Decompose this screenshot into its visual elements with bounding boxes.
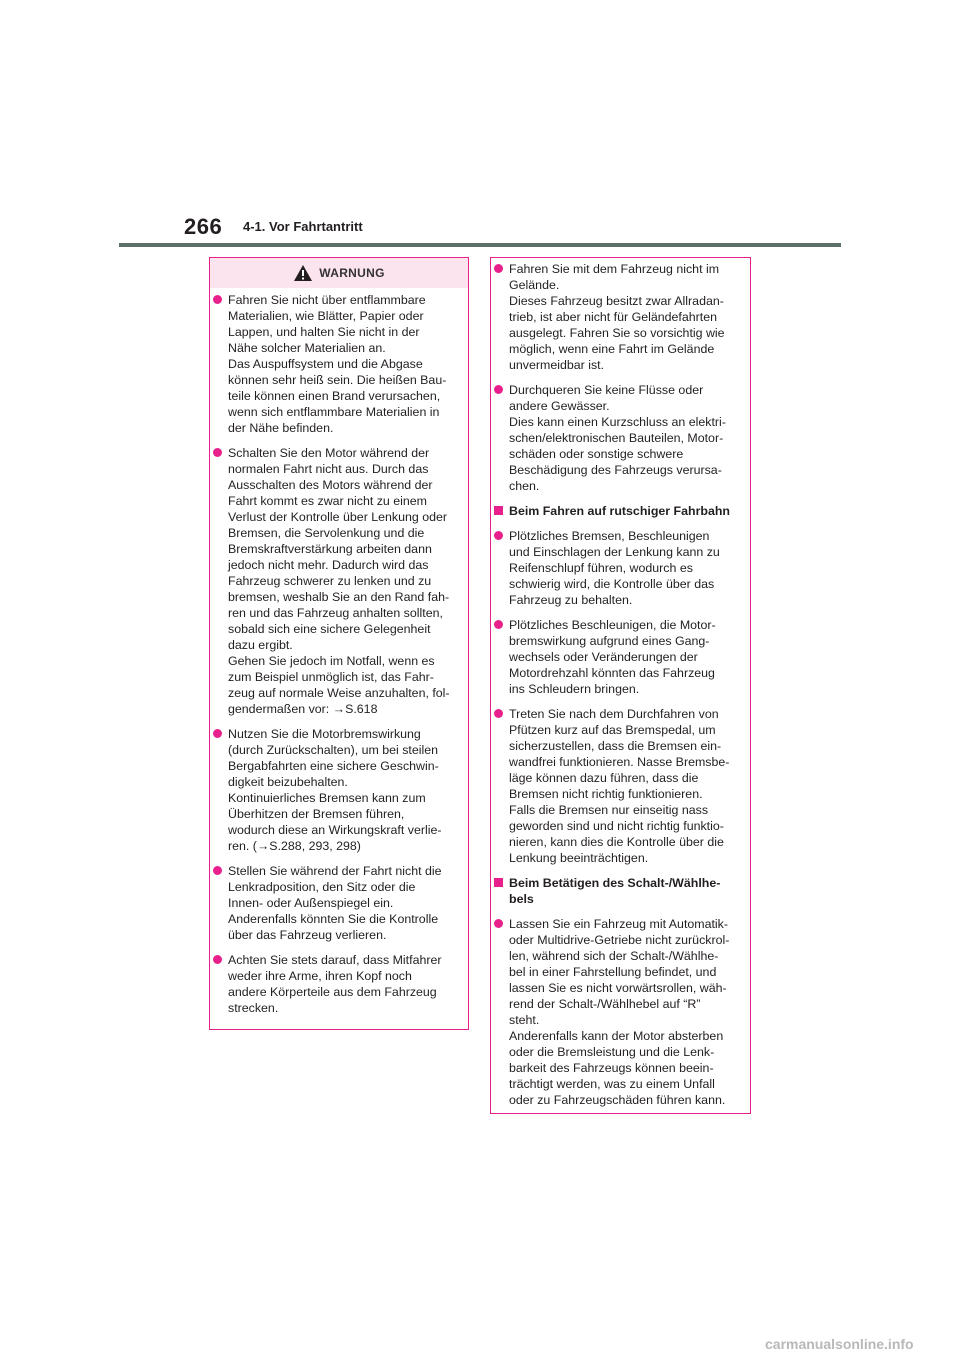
list-item-text: Achten Sie stets darauf, dass Mitfahrer weder ihre Arme, ihren Kopf noch andere Körperteile aus dem Fahrzeug strecken. <box>228 953 442 1015</box>
list-item <box>213 952 459 1016</box>
list-item <box>213 863 459 943</box>
warning-header <box>210 258 468 288</box>
subheading-text: Beim Fahren auf rutschiger Fahrbahn <box>509 504 731 518</box>
bullet-icon <box>494 919 503 928</box>
list-item <box>494 261 741 373</box>
warning-content-left <box>210 288 468 1016</box>
list-item <box>213 726 459 854</box>
bullet-icon <box>494 531 503 540</box>
list-item <box>494 916 741 1108</box>
warning-triangle-icon <box>293 264 313 282</box>
list-item-text: Schalten Sie den Motor während der normalen Fahrt nicht aus. Durch das Ausschalten des Motors während der Fahrt kommt es zwar nicht zu einem Verlust der Kontrolle über Lenkung oder Bremsen, die Servolenkung und die Bremskraftverstärkung arbeiten dann jedoch nicht mehr. Dadurch wird das Fahrzeug schwerer zu lenken und zu bremsen, weshalb Sie an den Rand fah- ren und das Fahrzeug anhalten sollten, sobald sich eine sichere Gelegenheit dazu ergibt. Gehen Sie jedoch im Notfall, wenn es zum Beispiel unmöglich ist, das Fahr- zeug auf normale Weise anzuhalten, fol- gendermaßen vor: →S.618 <box>228 446 450 716</box>
list-item <box>494 617 741 697</box>
list-item <box>494 382 741 494</box>
bullet-icon <box>494 264 503 273</box>
list-item-text: Plötzliches Beschleunigen, die Motor- bremswirkung aufgrund eines Gang- wechsels oder Veränderungen der Motordrehzahl könnten das Fahrzeug ins Schleudern bringen. <box>509 618 716 696</box>
warning-box-right <box>490 257 751 1114</box>
watermark: carmanualsonline.info <box>765 1336 914 1352</box>
bullet-icon <box>494 620 503 629</box>
bullet-icon <box>213 866 222 875</box>
list-item <box>213 292 459 436</box>
section-title: 4-1. Vor Fahrtantritt <box>243 219 363 234</box>
list-item-text: Stellen Sie während der Fahrt nicht die Lenkradposition, den Sitz oder die Innen- oder Außenspiegel ein. Anderenfalls könnten Sie die Kontrolle über das Fahrzeug verlieren. <box>228 864 442 942</box>
list-item <box>494 706 741 866</box>
bullet-icon <box>213 295 222 304</box>
warning-box-left <box>209 257 469 1030</box>
list-item <box>213 445 459 717</box>
page-number: 266 <box>184 214 223 239</box>
list-item-text: Fahren Sie mit dem Fahrzeug nicht im Gelände. Dieses Fahrzeug besitzt zwar Allradan- trieb, ist aber nicht für Geländefahrten ausgelegt. Fahren Sie so vorsichtig wie möglich, wenn eine Fahrt im Gelände unvermeidbar ist. <box>509 262 725 372</box>
list-item <box>494 528 741 608</box>
header-rule <box>119 243 841 247</box>
list-item-text: Treten Sie nach dem Durchfahren von Pfützen kurz auf das Bremspedal, um sicherzustellen, dass die Bremsen ein- wandfrei funktionieren. Nasse Bremsbe- läge können dazu führen, dass die Bremsen nicht richtig funktionieren. Falls die Bremsen nur einseitig nass geworden sind und nicht richtig funktio- nieren, kann dies die Kontrolle über die Lenkung beeinträchtigen. <box>509 707 730 865</box>
square-bullet-icon <box>494 878 503 887</box>
warning-content-right <box>491 258 750 1108</box>
subheading <box>494 875 741 907</box>
warning-title: WARNUNG <box>319 266 385 280</box>
square-bullet-icon <box>494 506 503 515</box>
bullet-icon <box>494 709 503 718</box>
bullet-icon <box>213 729 222 738</box>
bullet-icon <box>213 955 222 964</box>
list-item-text: Plötzliches Bremsen, Beschleunigen und Einschlagen der Lenkung kann zu Reifenschlupf führen, wodurch es schwierig wird, die Kontrolle über das Fahrzeug zu behalten. <box>509 529 720 607</box>
list-item-text: Nutzen Sie die Motorbremswirkung (durch Zurückschalten), um bei steilen Bergabfahrten eine sichere Geschwin- digkeit beizubehalten. Kontinuierliches Bremsen kann zum Überhitzen der Bremsen führen, wodurch diese an Wirkungskraft verlie- ren. (→S.288, 293, 298) <box>228 727 442 853</box>
subheading <box>494 503 741 519</box>
list-item-text: Fahren Sie nicht über entflammbare Materialien, wie Blätter, Papier oder Lappen, und halten Sie nicht in der Nähe solcher Materialien an. Das Auspuffsystem und die Abgase können sehr heiß sein. Die heißen Bau- teile können einen Brand verursachen, wenn sich entflammbare Materialien in der Nähe befinden. <box>228 293 447 435</box>
bullet-icon <box>213 448 222 457</box>
list-item-text: Durchqueren Sie keine Flüsse oder andere Gewässer. Dies kann einen Kurzschluss an elektri- schen/elektronischen Bauteilen, Motor- schäden oder sonstige schwere Beschädigung des Fahrzeugs verursa- chen. <box>509 383 726 493</box>
bullet-icon <box>494 385 503 394</box>
list-item-text: Lassen Sie ein Fahrzeug mit Automatik- oder Multidrive-Getriebe nicht zurückrol- len, während sich der Schalt-/Wählhe- bel in einer Fahrstellung befindet, und lassen Sie es nicht vorwärtsrollen, wäh- rend der Schalt-/Wählhebel auf “R” steht. Anderenfalls kann der Motor absterben oder die Bremsleistung und die Lenk- barkeit des Fahrzeugs können beein- trächtigt werden, was zu einem Unfall oder zu Fahrzeugschäden führen kann. <box>509 917 730 1107</box>
subheading-text: Beim Betätigen des Schalt-/Wählhe- bels <box>509 876 721 906</box>
